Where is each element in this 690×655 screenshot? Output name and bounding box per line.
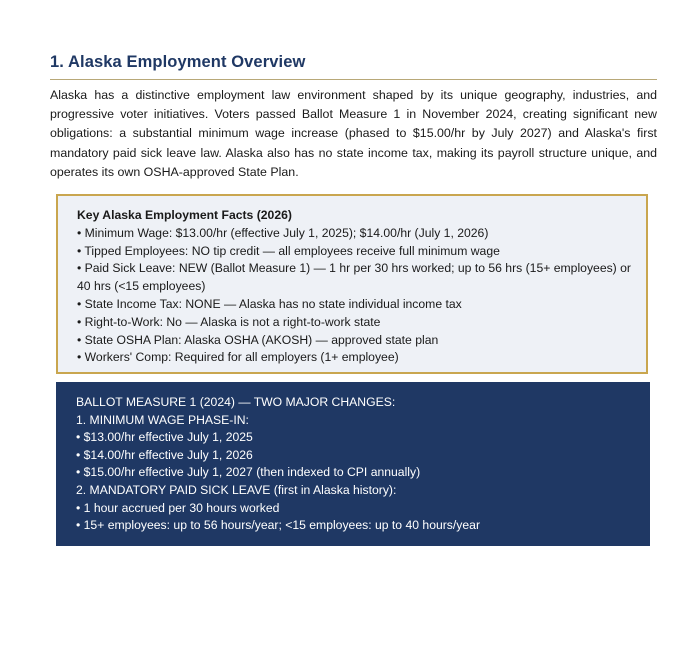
ballot-item: • 1 hour accrued per 30 hours worked bbox=[76, 500, 280, 515]
section-heading: 1. Alaska Employment Overview bbox=[50, 53, 306, 71]
fact-item: • Paid Sick Leave: NEW (Ballot Measure 1) — 1 hr per 30 hrs worked; up to 56 hrs (15+ employees) or 40 hrs (<15 employees) bbox=[77, 261, 631, 294]
ballot-subheading-minimum-wage: 1. MINIMUM WAGE PHASE-IN: bbox=[76, 412, 249, 427]
intro-paragraph: Alaska has a distinctive employment law environment shaped by its unique geography, industries, and progressive voter initiatives. Voters passed Ballot Measure 1 in November 2024, creating significant new obligations: a substantial minimum wage increase (phased to $15.00/hr by July 2027) and Alaska's first mandatory paid sick leave law. Alaska also has no state income tax, making its payroll structure unique, and operates its own OSHA-approved State Plan. bbox=[50, 88, 657, 179]
fact-item: • Right-to-Work: No — Alaska is not a right-to-work state bbox=[77, 314, 381, 329]
heading-rule bbox=[50, 79, 657, 80]
ballot-item: • 15+ employees: up to 56 hours/year; <15 employees: up to 40 hours/year bbox=[76, 518, 480, 533]
ballot-item: • $15.00/hr effective July 1, 2027 (then indexed to CPI annually) bbox=[76, 465, 421, 480]
ballot-title: BALLOT MEASURE 1 (2024) — TWO MAJOR CHANGES: bbox=[76, 395, 396, 409]
fact-item: • State OSHA Plan: Alaska OSHA (AKOSH) — approved state plan bbox=[77, 332, 439, 347]
fact-item: • State Income Tax: NONE — Alaska has no state individual income tax bbox=[77, 296, 462, 311]
ballot-measure-box bbox=[56, 382, 650, 546]
key-facts-box bbox=[56, 194, 648, 374]
fact-item: • Workers' Comp: Required for all employers (1+ employee) bbox=[77, 350, 399, 365]
ballot-item: • $13.00/hr effective July 1, 2025 bbox=[76, 430, 253, 445]
ballot-subheading-sick-leave: 2. MANDATORY PAID SICK LEAVE (first in Alaska history): bbox=[76, 482, 397, 497]
ballot-item: • $14.00/hr effective July 1, 2026 bbox=[76, 447, 253, 462]
key-facts-title: Key Alaska Employment Facts (2026) bbox=[77, 208, 292, 222]
fact-item: • Minimum Wage: $13.00/hr (effective July 1, 2025); $14.00/hr (July 1, 2026) bbox=[77, 225, 489, 240]
fact-item: • Tipped Employees: NO tip credit — all employees receive full minimum wage bbox=[77, 243, 500, 258]
